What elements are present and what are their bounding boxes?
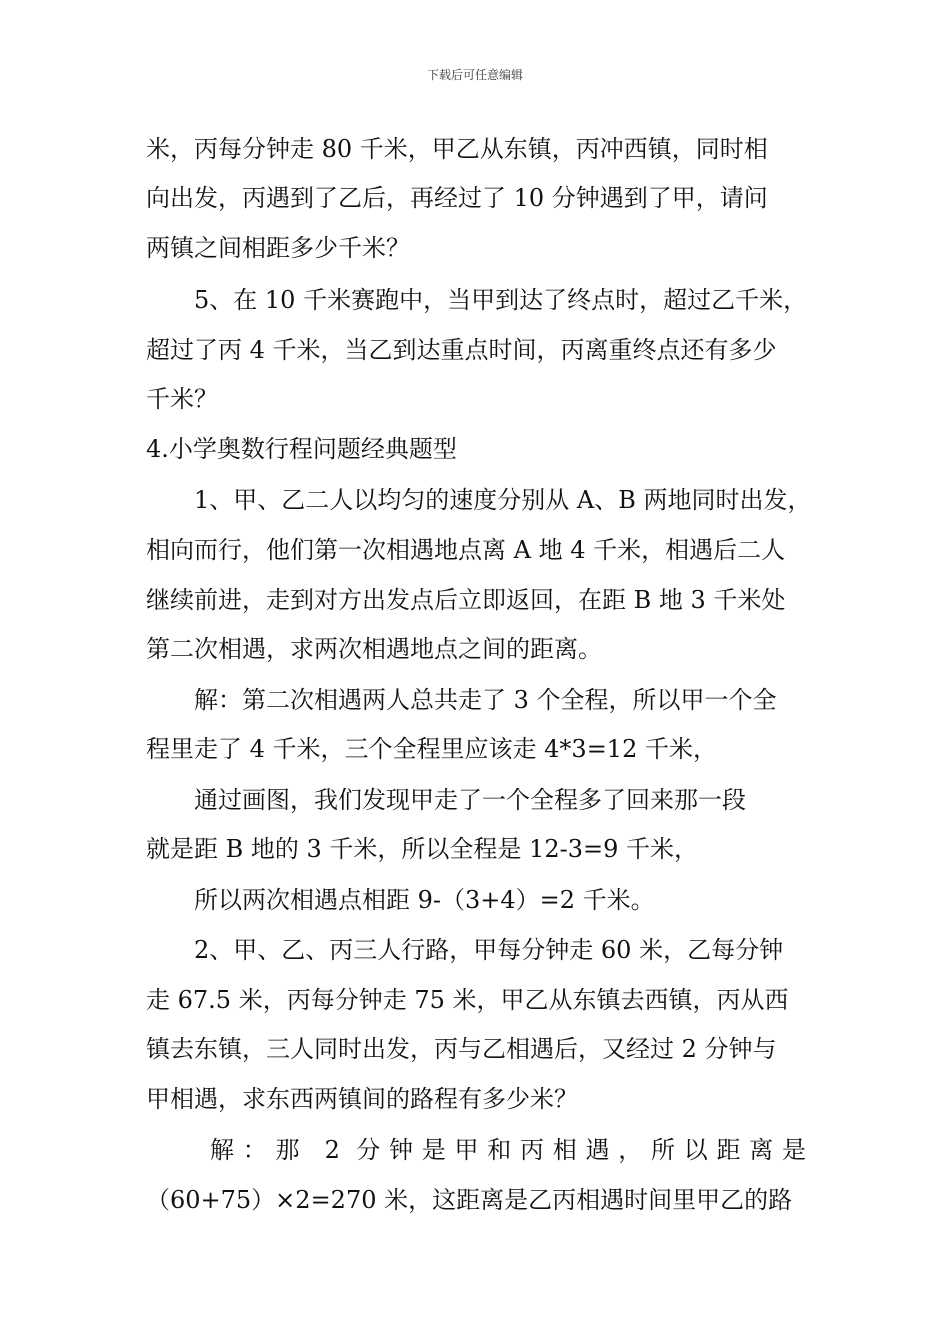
section-heading: 4.小学奥数行程问题经典题型 [146,435,457,463]
text-line: 继续前进，走到对方出发点后立即返回，在距 B 地 3 千米处 [146,586,786,614]
text-line: 第二次相遇，求两次相遇地点之间的距离。 [146,635,602,663]
text-line: 1、甲、乙二人以均匀的速度分别从 A、B 两地同时出发， [194,486,812,514]
text-line: 相向而行，他们第一次相遇地点离 A 地 4 千米，相遇后二人 [146,536,786,564]
text-line: 向出发，丙遇到了乙后，再经过了 10 分钟遇到了甲，请问 [146,184,768,212]
text-line: 走 67.5 米，丙每分钟走 75 米，甲乙从东镇去西镇，丙从西 [146,986,789,1014]
text-line: 千米？ [146,385,218,413]
text-line: 程里走了 4 千米，三个全程里应该走 4*3=12 千米， [146,735,717,763]
text-line: 通过画图，我们发现甲走了一个全程多了回来那一段 [194,786,746,814]
text-line: 米，丙每分钟走 80 千米，甲乙从东镇，丙冲西镇，同时相 [146,135,768,163]
text-line: 解：第二次相遇两人总共走了 3 个全程，所以甲一个全 [194,686,777,714]
text-line: 两镇之间相距多少千米？ [146,234,410,262]
text-line: （60+75）×2=270 米，这距离是乙丙相遇时间里甲乙的路 [146,1186,793,1214]
text-line: 甲相遇，求东西两镇间的路程有多少米？ [146,1085,578,1113]
text-line: 所以两次相遇点相距 9-（3+4）=2 千米。 [194,886,655,914]
text-line: 解：那 2 分钟是甲和丙相遇，所以距离是 [210,1136,806,1164]
text-line: 5、在 10 千米赛跑中，当甲到达了终点时，超过乙千米， [194,286,808,314]
text-line: 镇去东镇，三人同时出发，丙与乙相遇后，又经过 2 分钟与 [146,1035,777,1063]
page-header: 下载后可任意编辑 [426,68,523,82]
text-line: 超过了丙 4 千米，当乙到达重点时间，丙离重终点还有多少 [146,336,777,364]
text-line: 就是距 B 地的 3 千米，所以全程是 12-3=9 千米， [146,835,698,863]
text-line: 2、甲、乙、丙三人行路，甲每分钟走 60 米，乙每分钟 [194,936,784,964]
